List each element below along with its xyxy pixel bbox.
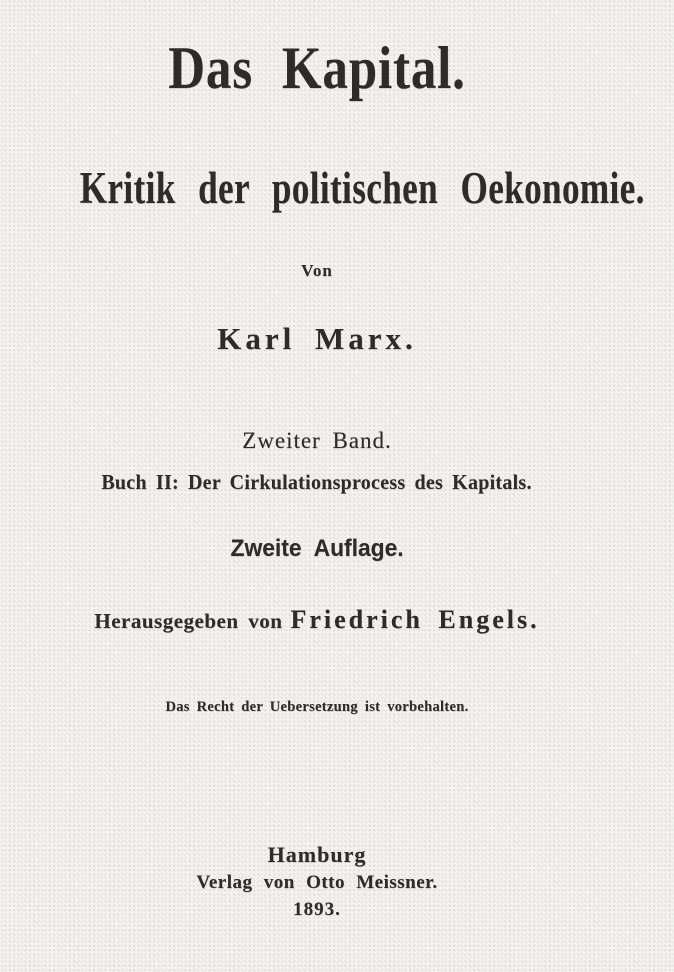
book-title-text: Das Kapital.: [168, 35, 466, 101]
edition-text: Zweite Auflage.: [230, 535, 404, 562]
edition-label: [0, 537, 634, 561]
author-name: Karl Marx.: [217, 321, 417, 356]
book-part-label: [0, 472, 634, 493]
rights-notice: Das Recht der Uebersetzung ist vorbehalten.: [165, 699, 469, 715]
book-subtitle-text: Kritik der politischen Oekonomie.: [79, 163, 645, 213]
book-part-text: Buch II: Der Cirkulationsprocess des Kapitals.: [101, 470, 533, 494]
byline-prefix: Von: [301, 261, 333, 280]
book-subtitle: [0, 163, 645, 213]
book-title: [0, 35, 634, 101]
editor-line: [0, 603, 634, 637]
imprint-year: 1893.: [293, 899, 341, 920]
editor-prefix: Herausgegeben von: [94, 609, 283, 633]
imprint-publisher: Verlag von Otto Meissner.: [196, 872, 438, 893]
imprint-city: Hamburg: [267, 842, 367, 867]
editor-name: Friedrich Engels.: [290, 605, 540, 634]
volume-label: Zweiter Band.: [242, 428, 392, 453]
